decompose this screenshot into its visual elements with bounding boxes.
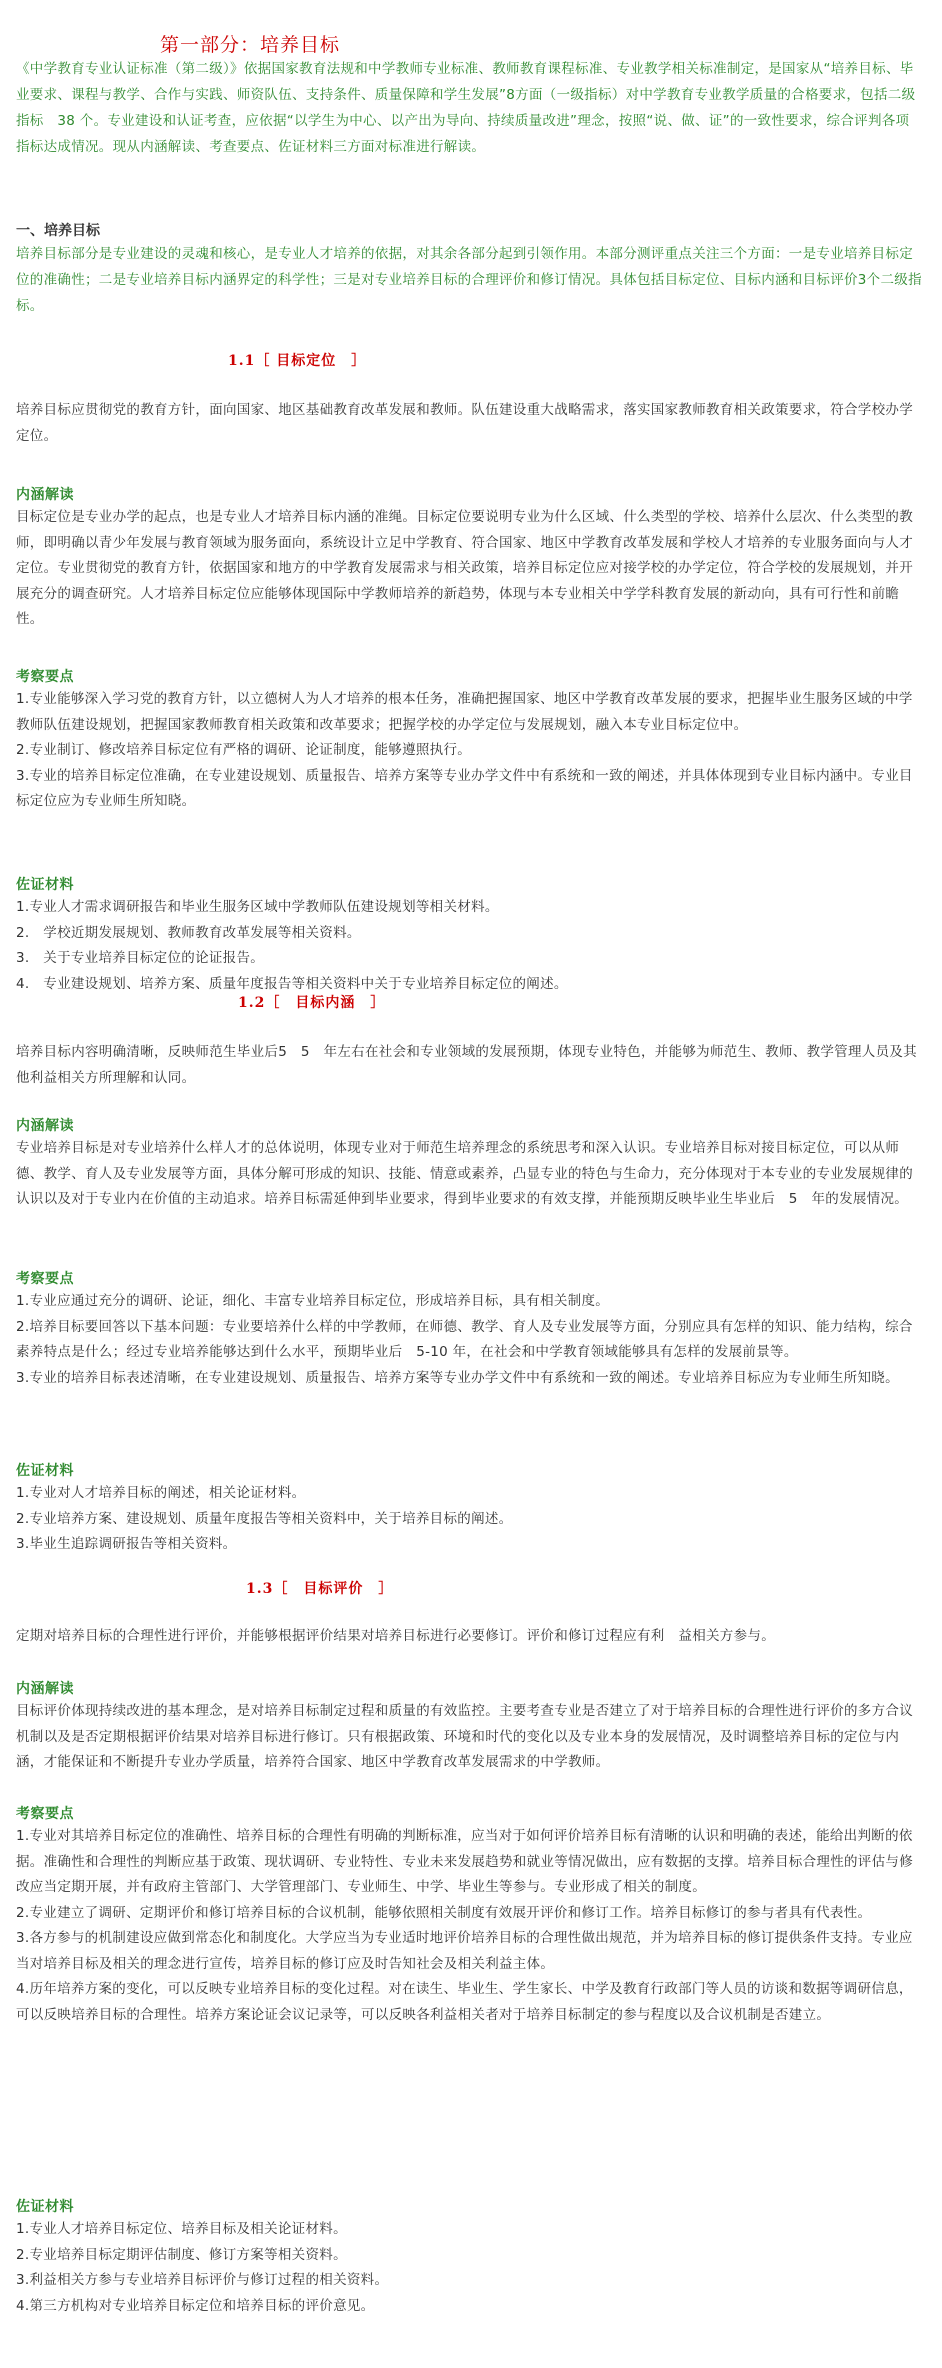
- label-neihan-1-3: 内涵解读: [16, 1681, 74, 1697]
- list-item: 2. 学校近期发展规划、教师教育改革发展等相关资料。: [16, 924, 361, 941]
- list-item: 2.专业培养目标定期评估制度、修订方案等相关资料。: [16, 2246, 347, 2263]
- list-item: 3.专业的培养目标表述清晰，在专业建设规划、质量报告、培养方案等专业办学文件中有系统和一致的阐述。专业培养目标应为专业师生所知晓。: [16, 1369, 899, 1386]
- label-neihan-1-1: 内涵解读: [16, 487, 74, 503]
- standard-text-1-2: 培养目标内容明确清晰，反映师范生毕业后5 5 年左右在社会和专业领域的发展预期，体现专业特色，并能够为师范生、教师、教学管理人员及其他利益相关方所理解和认同。: [16, 1044, 917, 1086]
- zuozheng-list-1-1: [16, 895, 922, 997]
- kaocha-list-1-1: [16, 687, 922, 815]
- label-kaocha-1-1: 考察要点: [16, 669, 74, 685]
- list-item: 4.历年培养方案的变化，可以反映专业培养目标的变化过程。对在读生、毕业生、学生家长、中学及教育行政部门等人员的访谈和数据等调研信息，可以反映培养目标的合理性。培养方案论证会议记录等，可以反映各利益相关者对于培养目标制定的参与程度以及合议机制是否建立。: [16, 1981, 913, 2023]
- list-item: 1.专业对人才培养目标的阐述，相关论证材料。: [16, 1485, 306, 1501]
- list-item: 4.第三方机构对专业培养目标定位和培养目标的评价意见。: [16, 2297, 375, 2314]
- label-kaocha-1-2: 考察要点: [16, 1271, 74, 1287]
- list-item: 3.专业的培养目标定位准确，在专业建设规划、质量报告、培养方案等专业办学文件中有系统和一致的阐述，并具体体现到专业目标内涵中。专业目标定位应为专业师生所知晓。: [16, 767, 913, 809]
- list-item: 1.专业对其培养目标定位的准确性、培养目标的合理性有明确的判断标准，应当对于如何评价培养目标有清晰的认识和明确的表述，能给出判断的依据。准确性和合理性的判断应基于政策、现状调研、专业特性、专业未来发展趋势和就业等情况做出，应有数据的支撑。培养目标合理性的评估与修改应当定期开展，并有政府主管部门、大学管理部门、专业师生、中学、毕业生等参与。专业形成了相关的制度。: [16, 1828, 913, 1895]
- list-item: 3. 关于专业培养目标定位的论证报告。: [16, 950, 265, 966]
- standard-text-1-1: 培养目标应贯彻党的教育方针，面向国家、地区基础教育改革发展和教师。队伍建设重大战略需求，落实国家教师教育相关政策要求，符合学校办学定位。: [16, 402, 913, 444]
- section-intro-paragraph: 培养目标部分是专业建设的灵魂和核心，是专业人才培养的依据，对其余各部分起到引领作用。本部分测评重点关注三个方面：一是专业培养目标定位的准确性；二是专业培养目标内涵界定的科学性；三是对专业培养目标的合理评价和修订情况。具体包括目标定位、目标内涵和目标评价3个二级指标。: [16, 246, 922, 314]
- neihan-text-1-3: 目标评价体现持续改进的基本理念，是对培养目标制定过程和质量的有效监控。主要考查专业是否建立了对于培养目标的合理性进行评价的多方合议机制以及是否定期根据评价结果对培养目标进行修订。只有根据政策、环境和时代的变化以及专业本身的发展情况，及时调整培养目标的定位与内涵，才能保证和不断提升专业办学质量，培养符合国家、地区中学教育改革发展需求的中学教师。: [16, 1703, 913, 1770]
- label-neihan-1-2: 内涵解读: [16, 1118, 74, 1134]
- list-item: 4. 专业建设规划、培养方案、质量年度报告等相关资料中关于专业培养目标定位的阐述。: [16, 975, 568, 992]
- neihan-text-1-1: 目标定位是专业办学的起点，也是专业人才培养目标内涵的准绳。目标定位要说明专业为什么区域、什么类型的学校、培养什么层次、什么类型的教师，即明确以青少年发展与教育领域为服务面向，系统设计立足中学教育、符合国家、地区中学教育改革发展和学校人才培养的专业服务面向与人才定位。专业贯彻党的教育方针，依据国家和地方的中学教育发展需求与相关政策，培养目标定位应对接学校的办学定位，符合学校的发展规划，并开展充分的调查研究。人才培养目标定位应能够体现国际中学教师培养的新趋势，体现与本专业相关中学学科教育发展的新动向，具有可行性和前瞻性。: [16, 509, 913, 627]
- list-item: 2.专业建立了调研、定期评价和修订培养目标的合议机制，能够依照相关制度有效展开评价和修订工作。培养目标修订的参与者具有代表性。: [16, 1904, 872, 1921]
- list-item: 3.各方参与的机制建设应做到常态化和制度化。大学应当为专业适时地评价培养目标的合理性做出规范，并为培养目标的修订提供条件支持。专业应当对培养目标及相关的理念进行宣传，培养目标的修订应及时告知社会及相关利益主体。: [16, 1930, 913, 1972]
- label-zuozheng-1-1: 佐证材料: [16, 877, 74, 893]
- list-item: 3.利益相关方参与专业培养目标评价与修订过程的相关资料。: [16, 2272, 389, 2288]
- list-item: 2.培养目标要回答以下基本问题：专业要培养什么样的中学教师，在师德、教学、育人及专业发展等方面，分别应具有怎样的知识、能力结构，综合素养特点是什么；经过专业培养能够达到什么水平，预期毕业后 5-10 年，在社会和中学教育领域能够具有怎样的发展前景等。: [16, 1318, 913, 1360]
- subsection-heading-1-1: 1.1［ 目标定位 ］: [228, 353, 367, 369]
- subsection-heading-1-2: 1.2［ 目标内涵 ］: [238, 995, 386, 1011]
- neihan-text-1-2: 专业培养目标是对专业培养什么样人才的总体说明，体现专业对于师范生培养理念的系统思考和深入认识。专业培养目标对接目标定位，可以从师德、教学、育人及专业发展等方面，具体分解可形成的知识、技能、情意或素养，凸显专业的特色与生命力，充分体现对于本专业的专业发展规律的认识以及对于专业内在价值的主动追求。培养目标需延伸到毕业要求，得到毕业要求的有效支撑，并能预期反映毕业生毕业后 5 年的发展情况。: [16, 1140, 913, 1207]
- section-heading: 一、培养目标: [16, 223, 100, 239]
- list-item: 3.毕业生追踪调研报告等相关资料。: [16, 1536, 237, 1552]
- kaocha-list-1-3: [16, 1824, 922, 2028]
- list-item: 1.专业人才培养目标定位、培养目标及相关论证材料。: [16, 2221, 347, 2237]
- standard-text-1-3: 定期对培养目标的合理性进行评价，并能够根据评价结果对培养目标进行必要修订。评价和修订过程应有利 益相关方参与。: [16, 1628, 775, 1644]
- label-zuozheng-1-3: 佐证材料: [16, 2199, 74, 2215]
- subsection-heading-1-3: 1.3［ 目标评价 ］: [246, 1581, 394, 1597]
- zuozheng-list-1-3: [16, 2217, 922, 2319]
- kaocha-list-1-2: [16, 1289, 922, 1391]
- label-kaocha-1-3: 考察要点: [16, 1806, 74, 1822]
- label-zuozheng-1-2: 佐证材料: [16, 1463, 74, 1479]
- list-item: 1.专业应通过充分的调研、论证，细化、丰富专业培养目标定位，形成培养目标，具有相关制度。: [16, 1293, 610, 1309]
- list-item: 2.专业培养方案、建设规划、质量年度报告等相关资料中，关于培养目标的阐述。: [16, 1510, 513, 1527]
- list-item: 1.专业能够深入学习党的教育方针，以立德树人为人才培养的根本任务，准确把握国家、地区中学教育改革发展的要求，把握毕业生服务区域的中学教师队伍建设规划，把握国家教师教育相关政策和改革要求；把握学校的办学定位与发展规划，融入本专业目标定位中。: [16, 691, 913, 733]
- page-title: 第一部分：培养目标: [160, 34, 341, 56]
- intro-paragraph: 《中学教育专业认证标准（第二级）》依据国家教育法规和中学教师专业标准、教师教育课程标准、专业教学相关标准制定，是国家从“培养目标、毕业要求、课程与教学、合作与实践、师资队伍、支持条件、质量保障和学生发展”8方面（一级指标）对中学教育专业教学质量的合格要求，包括二级指标 38 个。专业建设和认证考查，应依据“以学生为中心、以产出为导向、持续质量改进”理念，按照“说、做、证”的一致性要求，综合评判各项指标达成情况。现从内涵解读、考查要点、佐证材料三方面对标准进行解读。: [16, 61, 916, 155]
- list-item: 1.专业人才需求调研报告和毕业生服务区域中学教师队伍建设规划等相关材料。: [16, 899, 499, 915]
- list-item: 2.专业制订、修改培养目标定位有严格的调研、论证制度，能够遵照执行。: [16, 742, 472, 758]
- zuozheng-list-1-2: [16, 1481, 922, 1558]
